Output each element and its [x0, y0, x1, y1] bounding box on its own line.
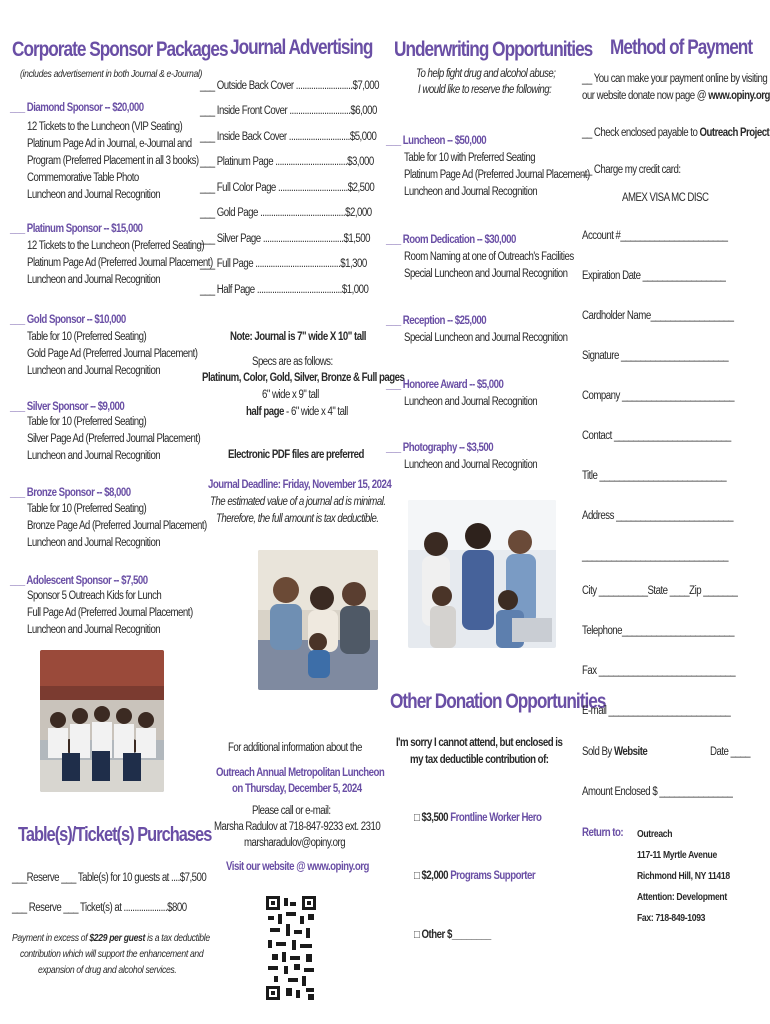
tax-note-line3: expansion of drug and alcohol services. — [38, 964, 177, 976]
pay-credit-card[interactable]: __ Charge my credit card: — [582, 164, 681, 176]
tax-note-amount: $229 per guest — [89, 932, 146, 944]
pay-online-line-1[interactable]: __ You can make your payment online by visiting — [582, 73, 768, 85]
contact-field[interactable]: Contact ________________________ — [582, 430, 731, 442]
package-title: ___ Adolescent Sponsor -- $7,500 — [10, 575, 148, 587]
underwriting-honoree-award[interactable] — [386, 377, 538, 408]
underwriting-item-title: ___ Room Dedication -- $30,000 — [386, 234, 516, 246]
package-adolescent[interactable] — [10, 573, 193, 636]
tax-note-prefix: Payment in excess of — [12, 932, 90, 944]
package-line: Silver Page Ad (Preferred Journal Placement) — [27, 433, 201, 445]
card-types: AMEX VISA MC DISC — [622, 192, 709, 204]
sold-by — [582, 744, 647, 762]
journal-item[interactable]: ___ Full Page .......................................$1,300 — [200, 258, 367, 270]
return-address-line: Richmond Hill, NY 11418 — [637, 870, 730, 882]
account-number-field[interactable]: Account #______________________ — [582, 230, 728, 242]
specs-half-label: half page — [246, 406, 284, 418]
underwriting-line: Luncheon and Journal Recognition — [404, 459, 538, 471]
package-title: ___ Platinum Sponsor -- $15,000 — [10, 223, 143, 235]
specs-full-pages: Platinum, Color, Gold, Silver, Bronze & Full pages — [202, 372, 405, 384]
pay-online-line-2 — [582, 88, 770, 106]
underwriting-intro-2: I would like to reserve the following: — [418, 84, 552, 96]
check-payee: Outreach Project — [699, 127, 770, 139]
package-silver[interactable] — [10, 399, 201, 462]
package-line: Program (Preferred Placement in all 3 books) — [27, 155, 199, 167]
sorry-line-1: I'm sorry I cannot attend, but enclosed is — [396, 737, 563, 749]
package-line: Luncheon and Journal Recognition — [27, 274, 161, 286]
package-title: ___ Diamond Sponsor -- $20,000 — [10, 102, 144, 114]
donation-other: Other $________ — [419, 929, 491, 941]
package-line: Platinum Page Ad in Journal, e-Journal and — [27, 138, 192, 150]
return-address-line: Fax: 718-849-1093 — [637, 912, 706, 924]
call-line: Please call or e-mail: — [252, 805, 331, 817]
corporate-title: Corporate Sponsor Packages — [12, 38, 228, 61]
underwriting-photography[interactable] — [386, 440, 538, 471]
package-diamond[interactable] — [10, 100, 199, 201]
package-line: Table for 10 (Preferred Seating) — [27, 416, 147, 428]
corporate-subtitle: (includes advertisement in both Journal & e-Journal) — [20, 68, 203, 80]
fax-field[interactable]: Fax ____________________________ — [582, 665, 736, 677]
underwriting-room-dedication[interactable] — [386, 232, 574, 280]
company-field[interactable]: Company _______________________ — [582, 390, 734, 402]
package-title: ___ Silver Sponsor -- $9,000 — [10, 401, 125, 413]
signature-field[interactable]: Signature ______________________ — [582, 350, 729, 362]
return-address-line: Outreach — [637, 828, 673, 840]
package-line: Luncheon and Journal Recognition — [27, 365, 161, 377]
journal-item[interactable]: ___ Inside Back Cover ............................$5,000 — [200, 131, 377, 143]
tax-note — [12, 930, 210, 947]
package-line: Luncheon and Journal Recognition — [27, 450, 161, 462]
checkbox-icon[interactable]: □ — [414, 929, 420, 941]
journal-item[interactable]: ___ Silver Page .....................................$1,500 — [200, 233, 371, 245]
address-field[interactable]: Address ________________________ — [582, 510, 733, 522]
event-line-1: Outreach Annual Metropolitan Luncheon — [216, 767, 385, 779]
journal-item[interactable]: ___ Outside Back Cover ..........................$7,000 — [200, 80, 379, 92]
underwriting-item-title: ___ Luncheon -- $50,000 — [386, 135, 487, 147]
underwriting-luncheon[interactable] — [386, 133, 590, 198]
donation-option-3500[interactable] — [414, 810, 541, 828]
underwriting-line: Special Luncheon and Journal Recognition — [404, 332, 568, 344]
tax-note-rest: is a tax deductible — [145, 932, 210, 944]
package-line: Platinum Page Ad (Preferred Journal Placement) — [27, 257, 213, 269]
estimate-note-2: Therefore, the full amount is tax deductible. — [216, 513, 379, 525]
contact-phone: Marsha Radulov at 718-847-9233 ext. 2310 — [214, 821, 381, 833]
package-line: Commemorative Table Photo — [27, 172, 139, 184]
package-line: Luncheon and Journal Recognition — [27, 189, 161, 201]
donation-amount: $3,500 — [419, 812, 451, 824]
package-line: Full Page Ad (Preferred Journal Placement) — [27, 607, 193, 619]
underwriting-reception[interactable] — [386, 313, 568, 344]
students-group-photo — [40, 650, 164, 792]
underwriting-line: Special Luncheon and Journal Recognition — [404, 268, 568, 280]
specs-half-page — [246, 404, 348, 422]
telephone-field[interactable]: Telephone_______________________ — [582, 625, 735, 637]
return-to-label: Return to: — [582, 827, 624, 839]
website-link[interactable]: Visit our website @ www.opiny.org — [226, 861, 369, 873]
package-line: Bronze Page Ad (Preferred Journal Placement) — [27, 520, 207, 532]
underwriting-line: Table for 10 with Preferred Seating — [404, 152, 536, 164]
payment-title: Method of Payment — [610, 36, 753, 59]
underwriting-line: Luncheon and Journal Recognition — [404, 186, 538, 198]
package-line: Luncheon and Journal Recognition — [27, 624, 161, 636]
journal-deadline: Journal Deadline: Friday, November 15, 2024 — [208, 479, 392, 491]
cardholder-name-field[interactable]: Cardholder Name_________________ — [582, 310, 734, 322]
payment-column — [580, 0, 770, 1024]
address-line-2-field[interactable]: ______________________________ — [582, 550, 729, 562]
package-line: Table for 10 (Preferred Seating) — [27, 503, 147, 515]
journal-size-note: Note: Journal is 7" wide X 10" tall — [230, 331, 366, 343]
underwriting-line: Room Naming at one of Outreach's Facilities — [404, 251, 574, 263]
city-state-zip-field[interactable]: City __________State ____Zip _______ — [582, 585, 738, 597]
underwriting-intro-1: To help fight drug and alcohol abuse; — [416, 68, 556, 80]
underwriting-line: Luncheon and Journal Recognition — [404, 396, 538, 408]
journal-item[interactable]: ___ Gold Page .......................................$2,000 — [200, 207, 372, 219]
checkbox-icon[interactable]: □ — [414, 870, 420, 882]
email-field[interactable]: E-mail _________________________ — [582, 705, 731, 717]
donate-url[interactable]: www.opiny.org — [708, 90, 770, 102]
family-photo — [258, 550, 378, 690]
corporate-column — [8, 0, 228, 1024]
sold-by-value: Website — [613, 746, 648, 758]
package-line: Gold Page Ad (Preferred Journal Placement) — [27, 348, 198, 360]
package-platinum[interactable] — [10, 221, 213, 286]
pay-check[interactable] — [582, 125, 769, 143]
underwriting-item-title: ___ Photography -- $3,500 — [386, 442, 494, 454]
journal-title: Journal Advertising — [230, 36, 373, 59]
title-field[interactable]: Title __________________________ — [582, 470, 727, 482]
underwriting-item-title: ___ Honoree Award -- $5,000 — [386, 379, 504, 391]
package-line: Table for 10 (Preferred Seating) — [27, 331, 147, 343]
reserve-tickets-line[interactable]: ___ Reserve ___ Ticket(s) at ....................$800 — [12, 902, 187, 914]
info-line: For additional information about the — [228, 742, 362, 754]
contact-email[interactable]: marsharadulov@opiny.org — [244, 837, 346, 849]
sorry-line-2: my tax deductible contribution of: — [410, 754, 549, 766]
pdf-note: Electronic PDF files are preferred — [228, 449, 364, 461]
package-title: ___ Gold Sponsor -- $10,000 — [10, 314, 126, 326]
date-field[interactable]: Date ____ — [710, 746, 751, 758]
journal-item[interactable]: ___ Half Page .......................................$1,000 — [200, 284, 369, 296]
qr-code[interactable] — [266, 896, 316, 1000]
package-line: Luncheon and Journal Recognition — [27, 537, 161, 549]
tax-note-line2: contribution which will support the enhancement and — [20, 948, 204, 960]
journal-item[interactable]: ___ Full Color Page ................................$2,500 — [200, 182, 375, 194]
package-line: Sponsor 5 Outreach Kids for Lunch — [27, 590, 162, 602]
specs-half-size: - 6" wide x 4" tall — [283, 406, 348, 418]
tickets-title: Table(s)/Ticket(s) Purchases — [18, 824, 212, 846]
amount-enclosed-field[interactable]: Amount Enclosed $ _______________ — [582, 786, 733, 798]
package-line: 12 Tickets to the Luncheon (Preferred Seating) — [27, 240, 205, 252]
package-title: ___ Bronze Sponsor -- $8,000 — [10, 487, 131, 499]
pay-check-prefix: __ Check enclosed payable to — [582, 127, 700, 139]
other-donation-title: Other Donation Opportunities — [390, 690, 606, 713]
underwriting-item-title: ___ Reception -- $25,000 — [386, 315, 487, 327]
package-gold[interactable] — [10, 312, 198, 377]
donation-label: Frontline Worker Hero — [450, 812, 542, 824]
checkbox-icon[interactable]: □ — [414, 812, 420, 824]
underwriting-line: Platinum Page Ad (Preferred Journal Placement) — [404, 169, 590, 181]
expiration-date-field[interactable]: Expiration Date _________________ — [582, 270, 726, 282]
pay-online-prefix: our website donate now page @ — [582, 90, 709, 102]
estimate-note-1: The estimated value of a journal ad is minimal. — [210, 496, 386, 508]
journal-column — [200, 0, 405, 1024]
event-line-2: on Thursday, December 5, 2024 — [232, 783, 362, 795]
donation-option-2000[interactable] — [414, 868, 535, 886]
journal-item[interactable]: ___ Platinum Page .................................$3,000 — [200, 156, 374, 168]
specs-heading: Specs are as follows: — [252, 356, 333, 368]
specs-full-size: 6" wide x 9" tall — [262, 389, 319, 401]
sold-by-label: Sold By — [582, 746, 614, 758]
underwriting-title: Underwriting Opportunities — [394, 38, 593, 61]
donation-amount: $2,000 — [419, 870, 451, 882]
donation-label: Programs Supporter — [450, 870, 536, 882]
package-line: 12 Tickets to the Luncheon (VIP Seating) — [27, 121, 183, 133]
journal-item[interactable]: ___ Inside Front Cover ............................$6,000 — [200, 105, 377, 117]
return-address-line: 117-11 Myrtle Avenue — [637, 849, 717, 861]
reserve-tables-line[interactable]: ___Reserve ___ Table(s) for 10 guests at ....$7,500 — [12, 872, 207, 884]
donation-option-other[interactable] — [414, 927, 491, 945]
classroom-photo — [408, 500, 556, 648]
package-bronze[interactable] — [10, 485, 207, 549]
return-address-line: Attention: Development — [637, 891, 727, 903]
